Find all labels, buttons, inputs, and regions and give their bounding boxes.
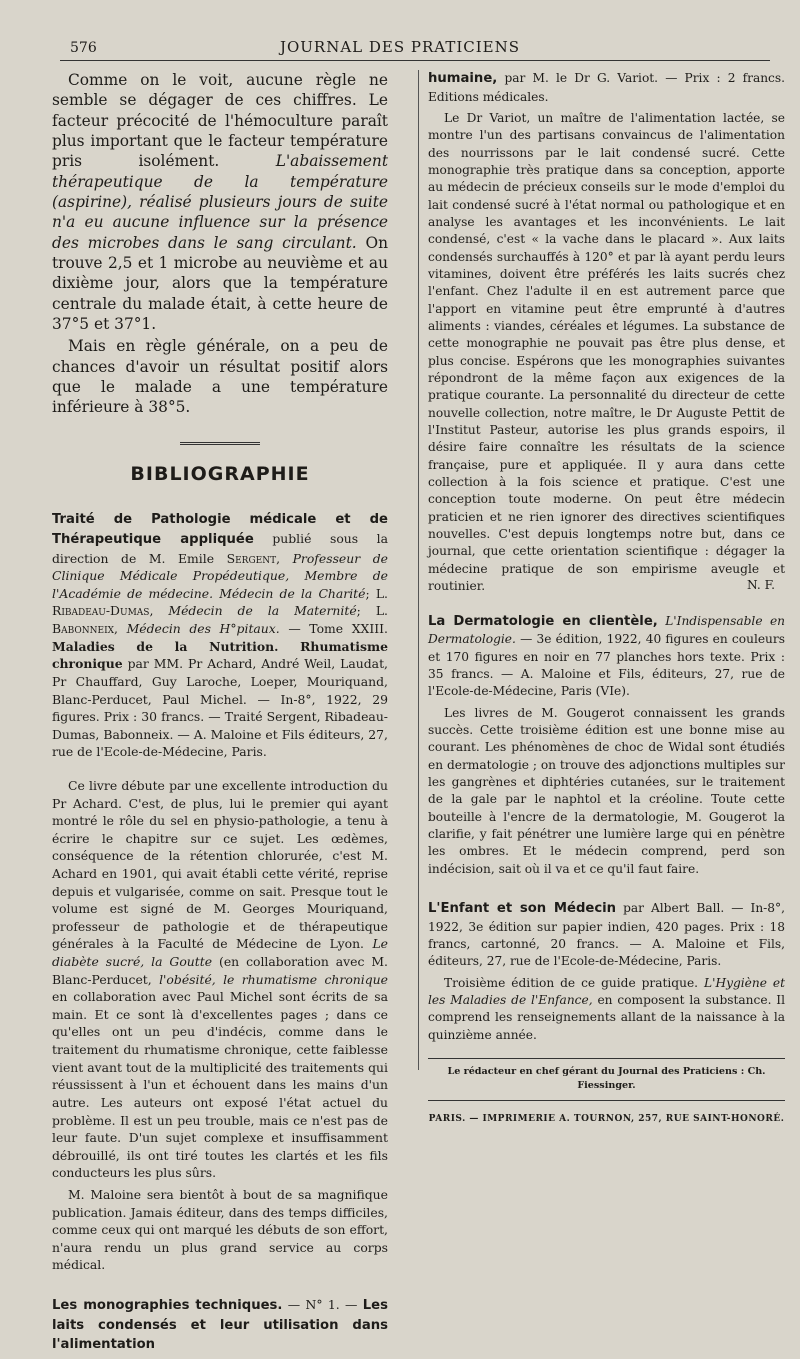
right-column: [428, 70, 785, 1126]
signature: N. F.: [746, 578, 775, 593]
paragraph: Les livres de M. Gougerot connaissent les grands succès. Cette troisième édition est une bonne mise au courant. Les phénomènes de choc de Widal sont étudiés en dermatologie ; on trouve des adjonctions multiples sur les gangrènes et diphtéries cutanées, sur le traitement de la gale par le naphtol et la créoline. Toute cette bouteille à l'encre de la dermatologie, M. Gougerot la clarifie, y fait pénétrer une lumière large qui en pénètre les ombres. Et le médecin comprend, perd son indécision, sait où il va et ce qu'il faut faire.: [428, 705, 785, 876]
header-rule: [60, 60, 770, 61]
paragraph: Ce livre débute par une excellente introduction du Pr Achard. C'est, de plus, lui le premier qui ayant montré le rôle du sel en physio-pathologie, a tenu à écrire le chapitre sur ce sujet. Les œdèmes, conséquence de la rétention chlorurée, c'est M. Achard en 1901, qui avait établi cette vérité, reprise depuis et vulgarisée, comme on sait. Presque tout le volume est signé de M. Georges Mouriquand, professeur de pathologie et de thérapeutique générales à la Faculté de Médecine de Lyon. Le diabète sucré, la Goutte (en collaboration avec M. Blanc-Perducet, l'obésité, le rhumatisme chronique en collaboration avec Paul Michel sont écrits de sa main. Et ce sont là d'excellentes pages ; dans ce qu'elles ont un peu d'indécis, comme dans le traitement du rhumatisme chronique, cette faiblesse vient avant tout de la multiplicité des traitements qui réussissent à l'un et échouent dans les mains d'un autre. Les auteurs ont exposé l'état actuel du problème. Il est un peu trouble, mais ce n'est pas de leur faute. D'un sujet complexe et insuffisamment débrouillé, ils ont tiré toutes les clartés et les fils conducteurs les plus sûrs.: [52, 777, 388, 1181]
footer-editor: Le rédacteur en chef gérant du Journal des Praticiens : Ch. Fiessinger.: [447, 1065, 766, 1091]
running-head: JOURNAL DES PRATICIENS: [279, 38, 521, 56]
entry-traite: Traité de Pathologie médicale et de Thérapeutique appliquée publié sous la direction de M. Emile Sergent, Professeur de Clinique Médicale Propédeutique, Membre de l'Académie de médecine. Médecin de la Charité; L. Ribadeau-Dumas, Médecin de la Maternité; L. Babonneix, Médecin des H°pitaux. — Tome XXIII. Maladies de la Nutrition. Rhumatisme chronique par MM. Pr Achard, André Weil, Laudat, Pr Chauffard, Guy Laroche, Loeper, Mouriquand, Blanc-Perducet, Paul Michel. — In-8°, 1922, 29 figures. Prix : 30 francs. — Traité Sergent, Ribadeau-Dumas, Babonneix. — A. Maloine et Fils éditeurs, 27, rue de l'Ecole-de-Médecine, Paris.: [52, 512, 388, 760]
page-number: 576: [70, 40, 97, 56]
footer-rule: [428, 1058, 785, 1059]
section-title: BIBLIOGRAPHIE: [130, 463, 310, 486]
footer-printer: PARIS. — IMPRIMERIE A. TOURNON, 257, RUE SAINT-HONORÉ.: [428, 1114, 785, 1125]
footer-rule: [428, 1100, 785, 1101]
ornament-divider: [52, 432, 388, 450]
entry-monographies: Les monographies techniques. — N° 1. — Les laits condensés et leur utilisation dans l'alimentation: [52, 1297, 388, 1353]
paragraph: Le Dr Variot, un maître de l'alimentation lactée, se montre l'un des partisans convaincus de l'alimentation des nourrissons par le lait condensé sucré. Cette monographie très pratique dans sa conception, apporte au médecin de précieux conseils sur le mode d'emploi du lait condensé sucré à l'état normal ou pathologique et en analyse les avantages et les inconvénients. Le lait condensé, c'est « la vache dans le placard ». Aux laits condensés surchauffés à 120° et par là ayant perdu leurs vitamines, doivent être préférés les laits sucrés chez l'enfant. Chez l'adulte il en est autrement parce que l'apport en vitamine peut être emprunté à d'autres aliments : viandes, céréales et légumes. La substance de cette monographie ne pouvait pas être plus dense, et plus concise. Espérons que les monographies suivantes répondront de la même façon aux exigences de la pratique courante. La personnalité du directeur de cette nouvelle collection, notre maître, le Dr Auguste Pettit de l'Institut Pasteur, autorise les plus grands espoirs, il désire faire connaître les résultats de la science française, pure et appliquée. Il y aura dans cette collection à la fois science et pratique. C'est une conception toute moderne. On peut être médecin praticien et ne rien ignorer des directives scientifiques nouvelles. C'est depuis longtemps notre but, dans ce journal, que cette orientation scientifique : dégager la médecine pratique de son empirisme aveugle et routinier.: [428, 111, 785, 593]
paragraph: Mais en règle générale, on a peu de chances d'avoir un résultat positif alors que le malade a une température inférieure à 38°5.: [52, 337, 388, 417]
column-rule: [418, 70, 419, 1070]
entry-monographies-cont: humaine, par M. le Dr G. Variot. — Prix : 2 francs. Editions médicales.: [428, 71, 786, 104]
left-column: [52, 70, 388, 1359]
intro-block: [52, 70, 388, 418]
entry-enfant: L'Enfant et son Médecin par Albert Ball. — In-8°, 1922, 3e édition sur papier indien, 420 pages. Prix : 18 francs, cartonné, 20 francs. — A. Maloine et Fils, éditeurs, 27, rue de l'Ecole-de-Médecine, Paris.: [428, 900, 786, 969]
entry-dermatologie: La Dermatologie en clientèle, L'Indispensable en Dermatologie. — 3e édition, 1922, 40 figures en couleurs et 170 figures en noir en 77 planches hors texte. Prix : 35 francs. — A. Maloine et Fils, éditeurs, 27, rue de l'Ecole-de-Médecine, Paris (VIe).: [428, 613, 786, 699]
paragraph: Troisième édition de ce guide pratique. L'Hygiène et les Maladies de l'Enfance, en composent la substance. Il comprend les renseignements allant de la naissance à la quinzième année.: [428, 975, 786, 1042]
paragraph: M. Maloine sera bientôt à bout de sa magnifique publication. Jamais éditeur, dans des temps difficiles, comme ceux qui ont marqué les débuts de son effort, n'aura rendu un plus grand service au corps médical.: [52, 1186, 388, 1273]
paragraph: Comme on le voit, aucune règle ne semble se dégager de ces chiffres. Le facteur précocité de l'hémoculture paraît plus important que le facteur température pris isolément. L'abaissement thérapeutique de la température (aspirine), réalisé plusieurs jours de suite n'a eu aucune influence sur la présence des microbes dans le sang circulant. On trouve 2,5 et 1 microbe au neuvième et au dixième jour, alors que la température centrale du malade était, à cette heure de 37°5 et 37°1.: [52, 71, 388, 333]
